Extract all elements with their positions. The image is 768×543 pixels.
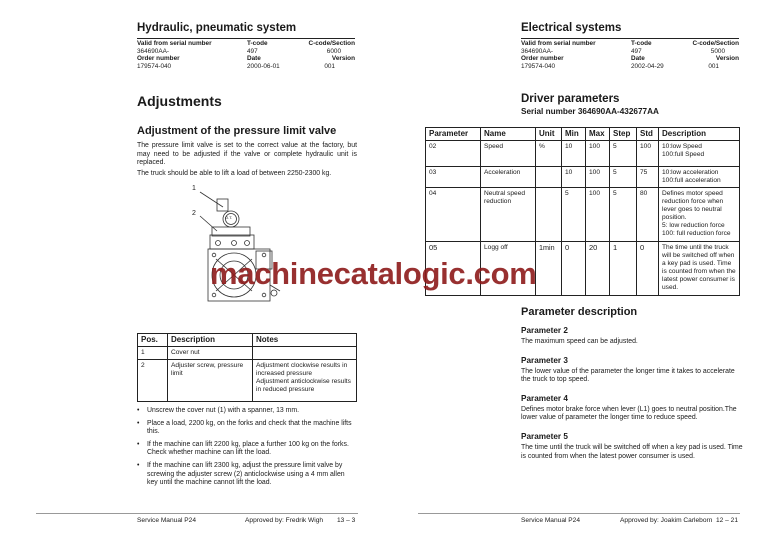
- table-row: [138, 360, 357, 402]
- right-page-heading: Driver parameters: [521, 93, 620, 105]
- param-title: Parameter 5: [521, 431, 568, 441]
- left-para-1: The pressure limit valve is set to the correct value at the factory, but may need to be adjusted if the valve or complete hydraulic unit is replaced.: [137, 142, 357, 167]
- cell-name: Acceleration: [481, 167, 536, 188]
- right-footer-approved: Approved by: Joakim Carleborn: [620, 517, 713, 524]
- cell-parameter: 04: [426, 188, 481, 242]
- param-title: Parameter 3: [521, 355, 568, 365]
- table-header-row: [426, 128, 740, 141]
- cell-std: 80: [637, 188, 659, 242]
- col-header-std: Std: [637, 128, 659, 141]
- left-instruction-list: [137, 407, 357, 492]
- right-meta-block: [521, 40, 739, 70]
- meta-label: Version: [715, 55, 739, 63]
- left-parts-table: [137, 333, 357, 402]
- col-header-name: Name: [481, 128, 536, 141]
- cell-description: 10:low acceleration 100:full acceleration: [659, 167, 740, 188]
- meta-value: 001: [324, 62, 335, 70]
- meta-value: 179574-040: [137, 62, 172, 70]
- meta-label: Valid from serial number: [521, 40, 596, 47]
- cell-min: 10: [562, 141, 586, 167]
- table-row: [426, 141, 740, 167]
- cell-std: 75: [637, 167, 659, 188]
- param-title: Parameter 4: [521, 393, 568, 403]
- cell-step: 5: [610, 188, 637, 242]
- param-text: The maximum speed can be adjusted.: [521, 338, 638, 345]
- meta-value: 179574-040: [521, 62, 556, 70]
- cell-step: 1: [610, 242, 637, 296]
- cell-max: 100: [586, 141, 610, 167]
- list-item: • Place a load, 2200 kg, on the forks and check that the machine lifts this.: [137, 420, 357, 437]
- cell-pos: 2: [138, 360, 168, 402]
- meta-value: 001: [708, 62, 719, 70]
- left-sub-heading: Adjustment of the pressure limit valve: [137, 125, 337, 137]
- cell-std: 0: [637, 242, 659, 296]
- table-row: [426, 167, 740, 188]
- cell-max: 100: [586, 188, 610, 242]
- cell-pos: 1: [138, 347, 168, 360]
- cell-description: The time until the truck will be switched off when a key pad is used. Time is counted from when the latest power consumer is used.: [659, 242, 740, 296]
- serial-heading: Serial number 364690AA-432677AA: [521, 107, 659, 116]
- list-item: • If the machine can lift 2300 kg, adjust the pressure limit valve by screwing the adjuster screw (2) anticlockwise using a 4 mm allen key until the machine cannot lift the load.: [137, 462, 357, 488]
- param-text: The time until the truck will be switched off when a key pad is used. Time is counted from when the latest power consumer is used.: [521, 443, 743, 460]
- col-header-unit: Unit: [536, 128, 562, 141]
- parameter-description-heading: Parameter description: [521, 306, 638, 318]
- param-text: Defines motor brake force when lever (L1) goes to neutral position.The lower value of parameter the longer time to reduce speed.: [521, 405, 737, 422]
- col-header-min: Min: [562, 128, 586, 141]
- cell-name: Speed: [481, 141, 536, 167]
- col-header-notes: Notes: [253, 334, 357, 347]
- param-title: Parameter 2: [521, 326, 568, 335]
- callout-1: 1: [192, 185, 196, 192]
- meta-value: 497: [247, 47, 258, 55]
- cell-parameter: 05: [426, 242, 481, 296]
- cell-min: 5: [562, 188, 586, 242]
- meta-label: Version: [331, 55, 355, 63]
- callout-2: 2: [192, 210, 196, 217]
- gauge-label: O.T.: [225, 215, 233, 220]
- left-footer-page: 13 – 3: [337, 517, 356, 524]
- cell-parameter: 02: [426, 141, 481, 167]
- meta-value: 5000: [710, 47, 725, 55]
- table-header-row: [138, 334, 357, 347]
- left-meta-block: [137, 40, 355, 70]
- meta-label: C-code/Section: [692, 40, 739, 47]
- meta-value: 2002-04-29: [631, 62, 664, 70]
- cell-step: 5: [610, 167, 637, 188]
- cell-unit: 1min: [536, 242, 562, 296]
- meta-value: 364690AA-: [521, 47, 553, 55]
- left-page-heading: Adjustments: [137, 93, 222, 109]
- cell-unit: [536, 167, 562, 188]
- meta-value: 2000-06-01: [247, 62, 280, 70]
- left-para-2: The truck should be able to lift a load of between 2250-2300 kg.: [137, 170, 332, 177]
- meta-label: Order number: [521, 55, 564, 63]
- cell-name: Logg off: [481, 242, 536, 296]
- cell-min: 10: [562, 167, 586, 188]
- cell-notes: [253, 347, 357, 360]
- list-item: • Unscrew the cover nut (1) with a spanner, 13 mm.: [137, 407, 357, 416]
- cell-parameter: 03: [426, 167, 481, 188]
- cell-unit: %: [536, 141, 562, 167]
- cell-description: Defines motor speed reduction force when lever goes to neutral position. 5: low reduction force 100: full reduction force: [659, 188, 740, 242]
- watermark-text: machinecatalogic.com: [210, 256, 537, 291]
- right-footer-manual: Service Manual P24: [521, 517, 581, 524]
- cell-description: Cover nut: [168, 347, 253, 360]
- col-header-pos: Pos.: [138, 334, 168, 347]
- meta-value: 364690AA-: [137, 47, 169, 55]
- cell-notes: Adjustment clockwise results in increased pressure Adjustment anticlockwise results in reduced pressure: [253, 360, 357, 402]
- cell-name: Neutral speed reduction: [481, 188, 536, 242]
- cell-max: 20: [586, 242, 610, 296]
- col-header-description: Description: [659, 128, 740, 141]
- right-section-title: Electrical systems: [521, 22, 622, 34]
- cell-description: Adjuster screw, pressure limit: [168, 360, 253, 402]
- left-footer-manual: Service Manual P24: [137, 517, 197, 524]
- right-footer-page: 12 – 21: [716, 517, 738, 524]
- table-row: [426, 188, 740, 242]
- cell-description: 10:low Speed 100:full Speed: [659, 141, 740, 167]
- left-section-title: Hydraulic, pneumatic system: [137, 22, 297, 34]
- param-text: The lower value of the parameter the longer time it takes to accelerate the truck to top speed.: [521, 367, 735, 384]
- cell-std: 100: [637, 141, 659, 167]
- table-row: [138, 347, 357, 360]
- col-header-description: Description: [168, 334, 253, 347]
- cell-max: 100: [586, 167, 610, 188]
- cell-unit: [536, 188, 562, 242]
- left-footer-approved: Approved by: Fredrik Wigh: [245, 517, 324, 524]
- col-header-parameter: Parameter: [426, 128, 481, 141]
- meta-label: T-code: [631, 40, 652, 47]
- meta-label: Date: [247, 55, 261, 63]
- meta-label: C-code/Section: [308, 40, 355, 47]
- meta-label: Order number: [137, 55, 180, 63]
- col-header-max: Max: [586, 128, 610, 141]
- meta-value: 6000: [326, 47, 341, 55]
- cell-step: 5: [610, 141, 637, 167]
- parameter-description-list: [521, 326, 743, 470]
- meta-label: Valid from serial number: [137, 40, 212, 47]
- list-item: • If the machine can lift 2200 kg, place a further 100 kg on the forks. Check whether machine can lift the load.: [137, 441, 357, 458]
- cell-min: 0: [562, 242, 586, 296]
- meta-value: 497: [631, 47, 642, 55]
- meta-label: Date: [631, 55, 645, 63]
- meta-label: T-code: [247, 40, 268, 47]
- col-header-step: Step: [610, 128, 637, 141]
